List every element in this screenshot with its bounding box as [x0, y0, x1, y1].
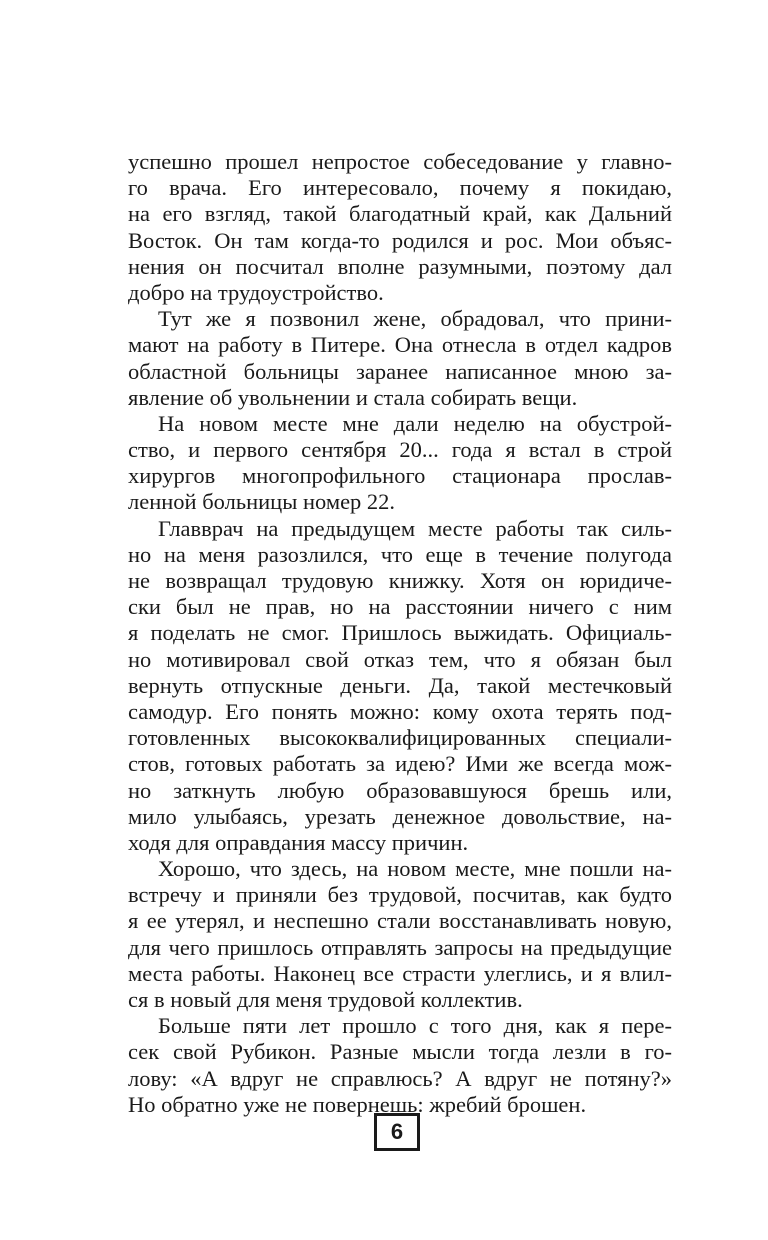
text-line: не возвращал трудовую книжку. Хотя он юридиче-	[128, 568, 672, 593]
text-line: места работы. Наконец все страсти улеглись, и я влил-	[128, 960, 672, 986]
text-line: мило улыбаясь, урезать денежное довольствие, на-	[128, 803, 672, 829]
body-text	[128, 149, 672, 1118]
page-number: 6	[374, 1113, 420, 1151]
text-line: Восток. Он там когда-то родился и рос. Мои объяс-	[128, 227, 672, 253]
text-line: я ее утерял, и неспешно стали восстанавливать новую,	[128, 908, 672, 934]
text-line: ски был не прав, но на расстоянии ничего с ним	[128, 594, 672, 620]
text-line: успешно прошел непростое собеседование у главно-	[128, 149, 672, 174]
text-line: вернуть отпускные деньги. Да, такой местечковый	[128, 672, 672, 698]
text-line: для чего пришлось отправлять запросы на предыдущие	[128, 934, 672, 960]
text-line: го врача. Его интересовало, почему я покидаю,	[128, 175, 672, 201]
text-line: нения он посчитал вполне разумными, поэтому дал	[128, 253, 672, 279]
text-line: но на меня разозлился, что еще в течение полугода	[128, 541, 672, 567]
text-line: я поделать не смог. Пришлось выжидать. Официаль-	[128, 620, 672, 646]
text-line: лову: «А вдруг не справлюсь? А вдруг не потяну?»	[128, 1065, 672, 1091]
text-line: явление об увольнении и стала собирать вещи.	[128, 384, 578, 410]
text-line: ленной больницы номер 22.	[128, 489, 396, 515]
text-line: мают на работу в Питере. Она отнесла в отдел кадров	[128, 332, 672, 358]
text-line: готовленных высококвалифицированных специали-	[128, 725, 672, 751]
text-line: Но обратно уже не повернешь: жребий брошен.	[128, 1091, 587, 1117]
text-line: но мотивировал свой отказ тем, что я обязан был	[128, 646, 672, 672]
text-line: ство, и первого сентября 20... года я встал в строй	[128, 437, 672, 463]
text-line: встречу и приняли без трудовой, посчитав, как будто	[128, 882, 672, 908]
text-line: хирургов многопрофильного стационара прослав-	[128, 463, 672, 489]
text-line: самодур. Его понять можно: кому охота терять под-	[128, 698, 672, 724]
text-line: ся в новый для меня трудовой коллектив.	[128, 987, 523, 1012]
text-line: сек свой Рубикон. Разные мысли тогда лезли в го-	[128, 1039, 672, 1065]
text-line: но заткнуть любую образовавшуюся брешь или,	[128, 777, 672, 803]
text-line: ходя для оправдания массу причин.	[128, 829, 469, 855]
text-line: Больше пяти лет прошло с того дня, как я пере-	[158, 1013, 672, 1039]
text-line: На новом месте мне дали неделю на обустрой-	[158, 410, 672, 436]
text-line: Главврач на предыдущем месте работы так силь-	[158, 515, 672, 541]
text-line: на его взгляд, такой благодатный край, как Дальний	[128, 201, 672, 227]
text-line: Хорошо, что здесь, на новом месте, мне пошли на-	[158, 856, 672, 882]
text-line: областной больницы заранее написанное мною за-	[128, 358, 672, 384]
text-line: Тут же я позвонил жене, обрадовал, что прини-	[158, 306, 672, 332]
text-line: стов, готовых работать за идею? Ими же всегда мож-	[128, 751, 672, 777]
text-line: добро на трудоустройство.	[128, 279, 384, 305]
